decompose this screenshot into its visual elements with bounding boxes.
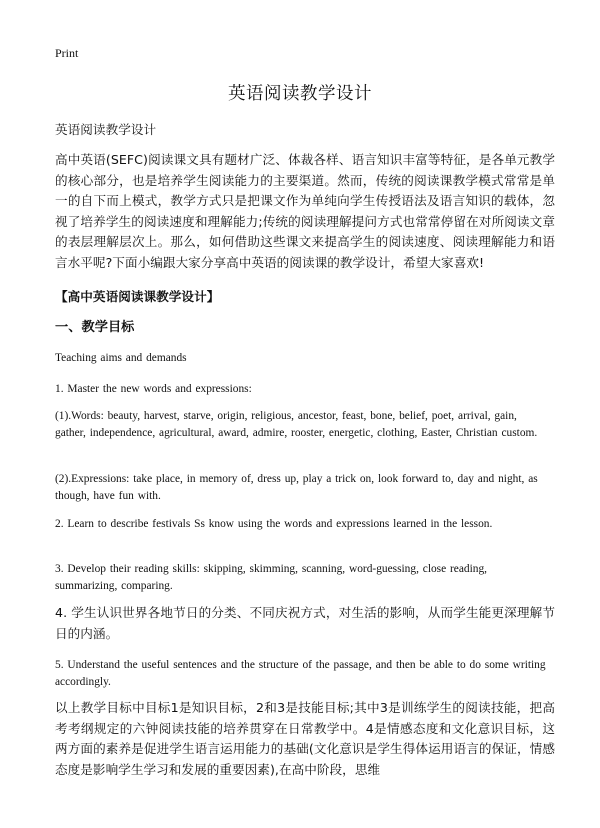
page-title: 英语阅读教学设计 xyxy=(228,84,372,104)
objective-3: 3. Develop their reading skills: skipping, skimming, scanning, word-guessing, close reading, summarizing, comparing. xyxy=(55,563,488,592)
print-link[interactable]: Print xyxy=(55,46,79,60)
expressions-list: (2).Expressions: take place, in memory of, dress up, play a trick on, look forward to, day and night, as though, have fun with. xyxy=(55,473,538,502)
objectives-heading: 一、教学目标 xyxy=(55,320,135,335)
teaching-aims: Teaching aims and demands xyxy=(55,352,187,364)
objective-1: 1. Master the new words and expressions: xyxy=(55,383,252,395)
objective-5: 5. Understand the useful sentences and the structure of the passage, and then be able to do some writing accordingly. xyxy=(55,659,546,688)
intro-paragraph: 高中英语(SEFC)阅读课文具有题材广泛、体裁各样、语言知识丰富等特征，是各单元教学的核心部分，也是培养学生阅读能力的主要渠道。然而，传统的阅读课教学模式常常是单一的自下而上模式，教学方式只是把课文作为单纯向学生传授语法及语言知识的载体，忽视了培养学生的阅读速度和理解能力;传统的阅读理解提问方式也常常停留在对所阅读文章的表层理解层次上。那么，如何借助这些课文来提高学生的阅读速度、阅读理解能力和语言水平呢?下面小编跟大家分享高中英语的阅读课的教学设计，希望大家喜欢! xyxy=(55,152,555,270)
words-list: (1).Words: beauty, harvest, starve, origin, religious, ancestor, feast, bone, belief, poet, arrival, gain, gather, independence, agricultural, award, admire, rooster, energetic, clothing, Easter, Christian custom. xyxy=(55,410,538,439)
section-heading: 【高中英语阅读课教学设计】 xyxy=(55,289,220,304)
subtitle: 英语阅读教学设计 xyxy=(55,122,157,137)
objective-4: 4. 学生认识世界各地节日的分类、不同庆祝方式，对生活的影响，从而学生能更深理解节日的内涵。 xyxy=(55,605,555,641)
objective-2: 2. Learn to describe festivals Ss know using the words and expressions learned in the lesson. xyxy=(55,518,493,530)
summary-paragraph: 以上教学目标中目标1是知识目标，2和3是技能目标;其中3是训练学生的阅读技能，把高考考纲规定的六钟阅读技能的培养贯穿在日常教学中。4是情感态度和文化意识目标，这两方面的素养是促进学生语言运用能力的基础(文化意识是学生得体运用语言的保证，情感态度是影响学生学习和发展的重要因素),在高中阶段，思维 xyxy=(55,700,555,777)
